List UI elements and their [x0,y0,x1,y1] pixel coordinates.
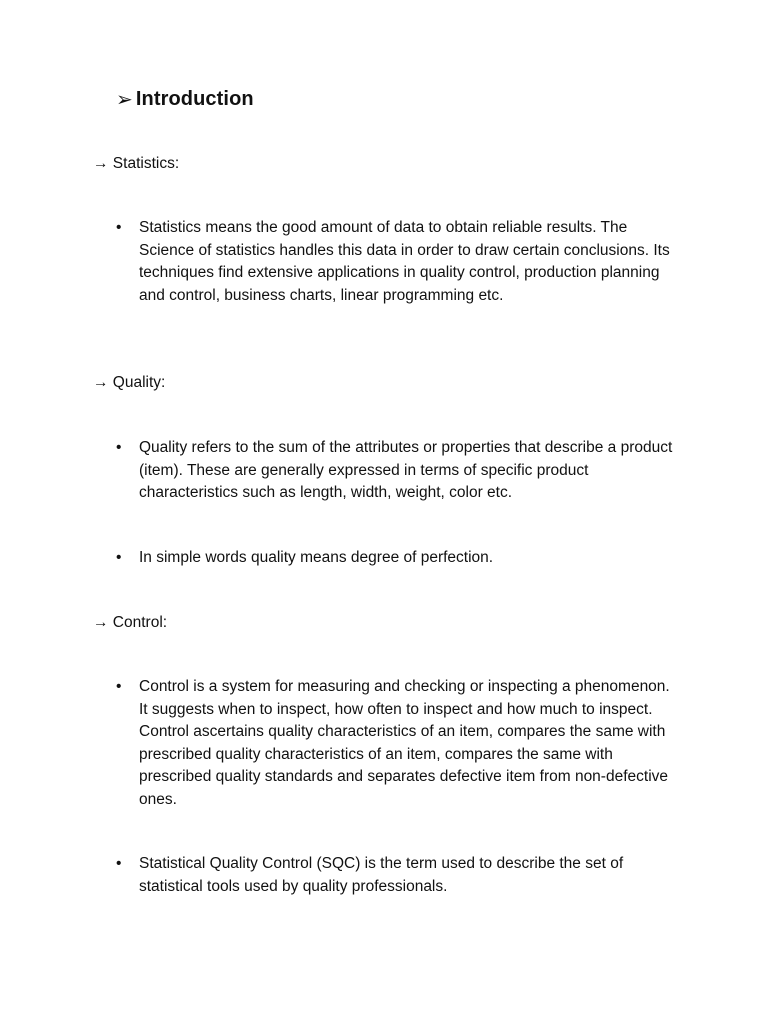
page-title [116,88,254,111]
list-item-text: Statistics means the good amount of data to obtain reliable results. The Science of statistics handles this data in order to draw certain conclusions. Its techniques find extensive applications in quality control, production planning and control, business charts, linear programming etc. [139,219,670,304]
list-item-text: Control is a system for measuring and checking or inspecting a phenomenon. It suggests when to inspect, how often to inspect and how much to inspect. Control ascertains quality characteristics of an item, compares the same with prescribed quality characteristics of an item, compares the same with prescribed quality standards and separates defective item from non-defective ones. [139,678,670,808]
arrow-bullet-icon: ➢ [116,88,133,111]
list-item-text: In simple words quality means degree of perfection. [139,549,494,566]
list-item-text: Statistical Quality Control (SQC) is the term used to describe the set of statistical tools used by quality professionals. [139,855,624,895]
section-label-control: → Control: [93,614,168,631]
list-item [116,437,676,505]
list-item-text: Quality refers to the sum of the attributes or properties that describe a product (item). These are generally expressed in terms of specific product characteristics such as length, width, weight, color etc. [139,439,673,502]
list-item [116,853,676,898]
bullet-icon: • [116,219,122,236]
list-item [116,547,676,570]
bullet-icon: • [116,855,122,872]
page-title-text: Introduction [135,88,254,110]
section-label-quality: → Quality: [93,374,166,391]
list-item [116,217,676,307]
bullet-icon: • [116,549,122,566]
bullet-icon: • [116,678,122,695]
list-item [116,676,676,812]
bullet-icon: • [116,439,122,456]
section-label-statistics: → Statistics: [93,155,180,172]
